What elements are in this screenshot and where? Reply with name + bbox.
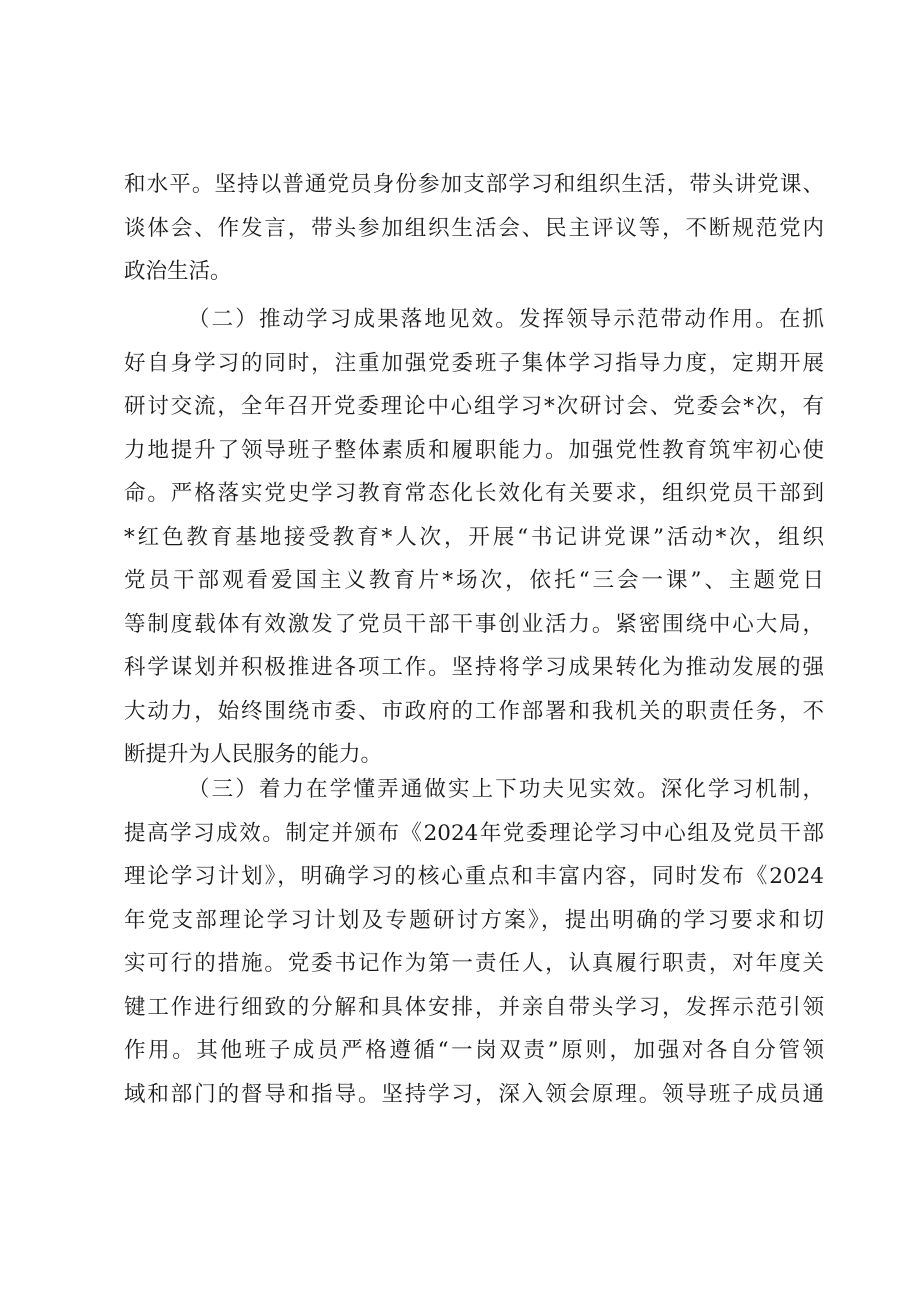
text-line: 研讨交流，全年召开党委理论中心组学习*次研讨会、党委会*次，有: [124, 394, 824, 419]
paragraph-section-3: [124, 768, 824, 1116]
text-line: 提高学习成效。制定并颁布《2024年党委理论学习中心组及党员干部: [124, 820, 824, 846]
text-line: 党员干部观看爱国主义教育片*场次，依托“三会一课”、主题党日: [124, 568, 824, 593]
text-line: 和水平。坚持以普通党员身份参加支部学习和组织生活，带头讲党课、: [124, 172, 824, 197]
text-line: 作用。其他班子成员严格遵循“一岗双责”原则，加强对各自分管领: [124, 1038, 824, 1063]
text-line: 谈体会、作发言，带头参加组织生活会、民主评议等，不断规范党内: [124, 215, 824, 241]
text-line: *红色教育基地接受教育*人次，开展“书记讲党课”活动*次，组织: [124, 524, 824, 550]
section-heading-line: （三）着力在学懂弄通做实上下功夫见实效。深化学习机制，: [188, 777, 824, 802]
text-line: 力地提升了领导班子整体素质和履职能力。加强党性教育筑牢初心使: [124, 437, 824, 463]
text-line: 等制度载体有效激发了党员干部干事创业活力。紧密围绕中心大局，: [124, 611, 824, 637]
text-line: 年党支部理论学习计划及专题研讨方案》，提出明确的学习要求和切: [124, 907, 824, 933]
text-line: 实可行的措施。党委书记作为第一责任人，认真履行职责，对年度关: [124, 951, 824, 976]
text-line: 断提升为人民服务的能力。: [124, 742, 383, 767]
text-line: 键工作进行细致的分解和具体安排，并亲自带头学习，发挥示范引领: [124, 994, 824, 1020]
text-line: 大动力，始终围绕市委、市政府的工作部署和我机关的职责任务，不: [124, 698, 824, 724]
text-line: 政治生活。: [124, 259, 232, 284]
text-line: 科学谋划并积极推进各项工作。坚持将学习成果转化为推动发展的强: [124, 655, 824, 680]
text-line: 好自身学习的同时，注重加强党委班子集体学习指导力度，定期开展: [124, 350, 824, 376]
text-line: 命。严格落实党史学习教育常态化长效化有关要求，组织党员干部到: [124, 481, 824, 506]
section-heading-line: （二）推动学习成果落地见效。发挥领导示范带动作用。在抓: [188, 307, 824, 332]
paragraph-section-2: [124, 298, 824, 777]
text-line: 域和部门的督导和指导。坚持学习，深入领会原理。领导班子成员通: [124, 1081, 824, 1107]
text-line: 理论学习计划》，明确学习的核心重点和丰富内容，同时发布《2024: [124, 864, 824, 889]
paragraph-continuation: [124, 163, 824, 294]
